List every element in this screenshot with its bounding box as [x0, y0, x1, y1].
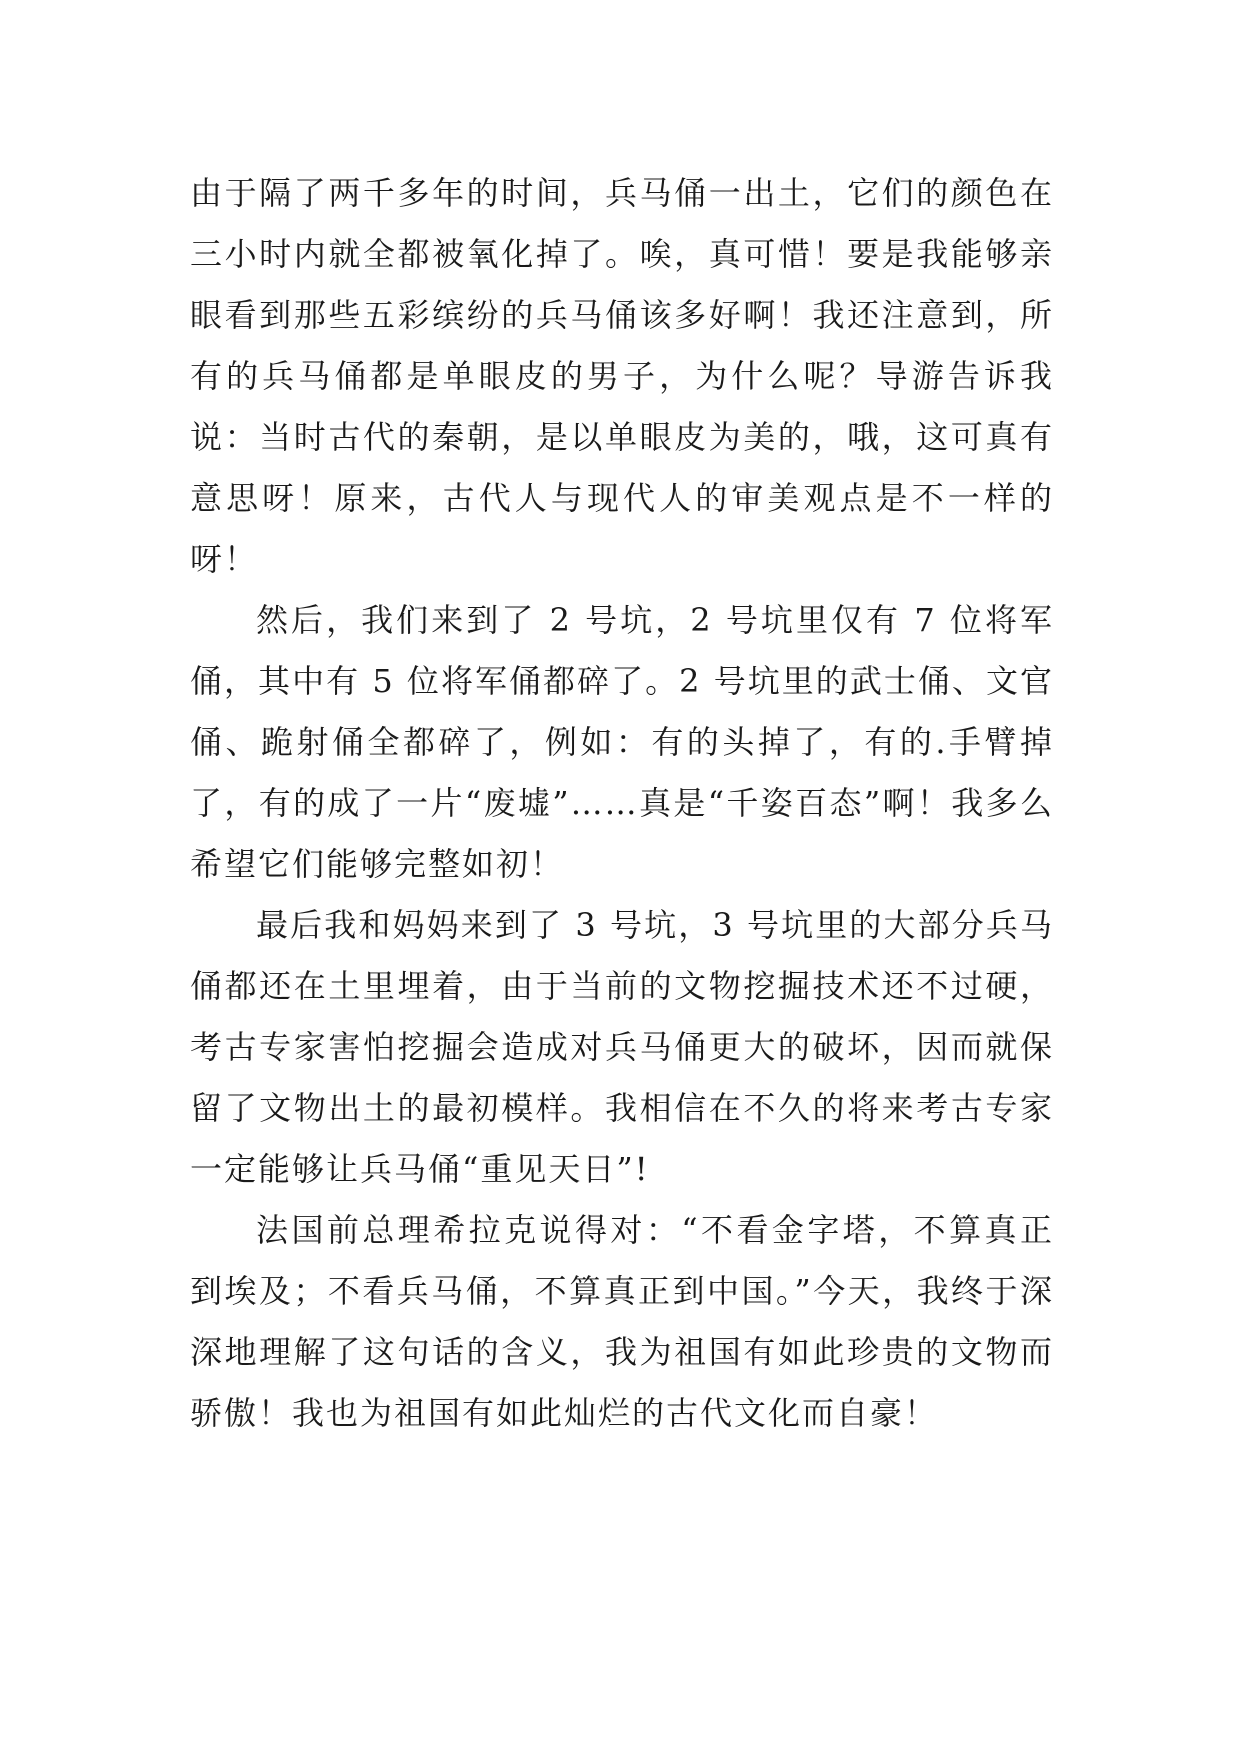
- document-body: [190, 163, 1054, 1444]
- paragraph-1: 由于隔了两千多年的时间，兵马俑一出土，它们的颜色在三小时内就全都被氧化掉了。唉，真可惜！要是我能够亲眼看到那些五彩缤纷的兵马俑该多好啊！我还注意到，所有的兵马俑都是单眼皮的男子，为什么呢？导游告诉我说：当时古代的秦朝，是以单眼皮为美的，哦，这可真有意思呀！原来，古代人与现代人的审美观点是不一样的呀！: [190, 174, 1054, 578]
- paragraph-3: 最后我和妈妈来到了 3 号坑，3 号坑里的大部分兵马俑都还在土里埋着，由于当前的文物挖掘技术还不过硬，考古专家害怕挖掘会造成对兵马俑更大的破坏，因而就保留了文物出土的最初模样。我相信在不久的将来考古专家一定能够让兵马俑“重见天日”!: [190, 906, 1054, 1188]
- paragraph-4: 法国前总理希拉克说得对：“不看金字塔，不算真正到埃及；不看兵马俑，不算真正到中国。”今天，我终于深深地理解了这句话的含义，我为祖国有如此珍贵的文物而骄傲！我也为祖国有如此灿烂的古代文化而自豪！: [190, 1211, 1054, 1432]
- paragraph-2: 然后，我们来到了 2 号坑，2 号坑里仅有 7 位将军俑，其中有 5 位将军俑都碎了。2 号坑里的武士俑、文官俑、跪射俑全都碎了，例如：有的头掉了，有的.手臂掉了，有的成了一片“废墟”……真是“千姿百态”啊！我多么希望它们能够完整如初！: [190, 601, 1054, 883]
